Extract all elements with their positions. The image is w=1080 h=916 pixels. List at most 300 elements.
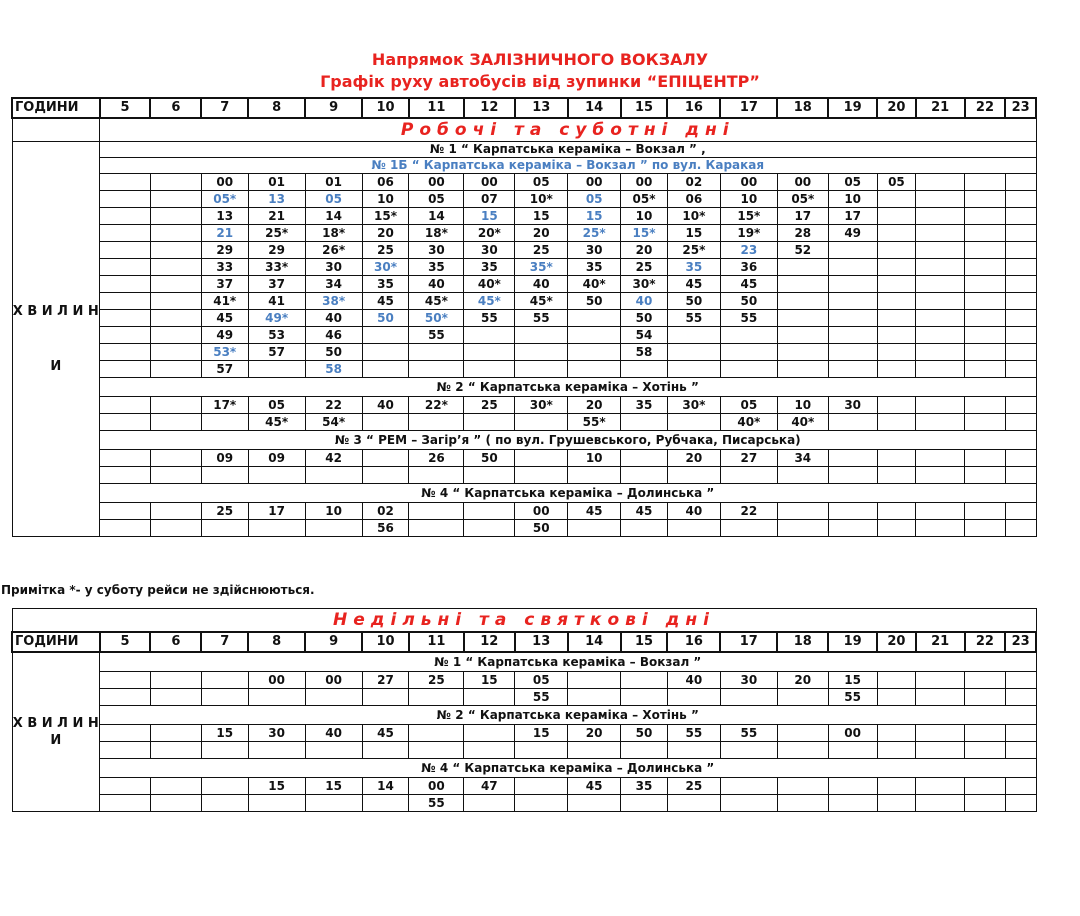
- minute-cell: [965, 259, 1006, 276]
- hours-header-row: [12, 632, 1036, 652]
- minute-cell: [916, 450, 965, 467]
- minute-cell: [965, 672, 1006, 689]
- minute-cell: 05: [248, 397, 305, 414]
- minute-cell: [877, 778, 916, 795]
- minute-cell: [828, 503, 877, 520]
- minute-cell: [916, 259, 965, 276]
- minute-cell: [150, 672, 201, 689]
- title-schedule: Графік руху автобусів від зупинки “ЕПІЦЕНТР”: [320, 72, 760, 91]
- weekday-schedule-table: [11, 97, 1037, 537]
- minute-cell: 05: [568, 191, 621, 208]
- hour-cell: 15: [621, 98, 668, 118]
- minute-cell: 30: [464, 242, 515, 259]
- minute-cell: [464, 503, 515, 520]
- minute-cell: 45*: [248, 414, 305, 431]
- minute-cell: [201, 467, 248, 484]
- route-name: № 2 “ Карпатська кераміка – Хотінь ”: [100, 706, 1036, 725]
- minute-cell: [916, 242, 965, 259]
- minute-cell: 15: [568, 208, 621, 225]
- minute-cell: [965, 208, 1006, 225]
- minute-cell: 10: [777, 397, 828, 414]
- minute-cell: [965, 276, 1006, 293]
- minute-cell: 35: [621, 778, 668, 795]
- minutes-side-label: Х В И Л И Н И: [12, 652, 100, 812]
- minute-cell: 29: [201, 242, 248, 259]
- minute-cell: 54*: [305, 414, 362, 431]
- minute-cell: [409, 361, 464, 378]
- minute-cell: [965, 361, 1006, 378]
- minute-cell: 40: [515, 276, 568, 293]
- minute-cell: 15*: [621, 225, 668, 242]
- minute-cell: 14: [362, 778, 409, 795]
- minute-cell: [777, 293, 828, 310]
- hour-cell: 15: [621, 632, 668, 652]
- minute-cell: [362, 795, 409, 812]
- minute-cell: 02: [667, 174, 720, 191]
- minute-cell: 25: [667, 778, 720, 795]
- minute-cell: 00: [409, 174, 464, 191]
- minute-cell: 41*: [201, 293, 248, 310]
- minute-cell: 20: [568, 397, 621, 414]
- minute-cell: [965, 414, 1006, 431]
- minute-cell: [150, 414, 201, 431]
- minute-cell: 30*: [515, 397, 568, 414]
- minute-cell: [150, 310, 201, 327]
- minute-cell: [1005, 225, 1036, 242]
- minute-cell: 30: [828, 397, 877, 414]
- minute-cell: [150, 725, 201, 742]
- minute-cell: [100, 293, 151, 310]
- minute-cell: [150, 327, 201, 344]
- minute-cell: 17: [777, 208, 828, 225]
- minute-cell: 01: [248, 174, 305, 191]
- minutes-row: [12, 242, 1036, 259]
- minutes-row: [12, 520, 1036, 537]
- minute-cell: [362, 450, 409, 467]
- minute-cell: [965, 450, 1006, 467]
- minute-cell: [201, 795, 248, 812]
- minutes-row: [12, 414, 1036, 431]
- minute-cell: 37: [248, 276, 305, 293]
- minute-cell: [100, 397, 151, 414]
- minute-cell: [916, 672, 965, 689]
- minute-cell: 40*: [464, 276, 515, 293]
- minute-cell: [667, 520, 720, 537]
- minute-cell: [100, 344, 151, 361]
- minute-cell: 15: [515, 725, 568, 742]
- minute-cell: 40: [305, 310, 362, 327]
- minute-cell: [100, 208, 151, 225]
- minute-cell: 15*: [362, 208, 409, 225]
- minute-cell: [100, 327, 151, 344]
- minute-cell: 05: [515, 672, 568, 689]
- minute-cell: [464, 795, 515, 812]
- minute-cell: [248, 689, 305, 706]
- minute-cell: [464, 689, 515, 706]
- minute-cell: 34: [305, 276, 362, 293]
- minute-cell: 42: [305, 450, 362, 467]
- minute-cell: [621, 450, 668, 467]
- minute-cell: [777, 467, 828, 484]
- minute-cell: 07: [464, 191, 515, 208]
- hour-cell: 9: [305, 632, 362, 652]
- minute-cell: 45*: [515, 293, 568, 310]
- minute-cell: [667, 361, 720, 378]
- minute-cell: [248, 742, 305, 759]
- minute-cell: [248, 795, 305, 812]
- minute-cell: 00: [248, 672, 305, 689]
- minute-cell: 13: [248, 191, 305, 208]
- minute-cell: 22: [720, 503, 777, 520]
- minute-cell: [1005, 778, 1036, 795]
- hour-cell: 16: [667, 98, 720, 118]
- minute-cell: [100, 191, 151, 208]
- minute-cell: [877, 327, 916, 344]
- minute-cell: 50: [720, 293, 777, 310]
- minute-cell: [515, 467, 568, 484]
- minute-cell: [777, 742, 828, 759]
- minute-cell: 00: [621, 174, 668, 191]
- minute-cell: [409, 742, 464, 759]
- minute-cell: [1005, 450, 1036, 467]
- minute-cell: [150, 795, 201, 812]
- minute-cell: [100, 520, 151, 537]
- minute-cell: [916, 327, 965, 344]
- route-name: № 3 “ РЕМ – Загір’я ” ( по вул. Грушевського, Рубчака, Писарська): [100, 431, 1036, 450]
- hour-cell: 6: [150, 632, 201, 652]
- hour-cell: 13: [515, 98, 568, 118]
- minute-cell: [248, 467, 305, 484]
- minute-cell: [1005, 242, 1036, 259]
- hour-cell: 23: [1005, 632, 1036, 652]
- minute-cell: [1005, 742, 1036, 759]
- minute-cell: [916, 503, 965, 520]
- minute-cell: [150, 259, 201, 276]
- minute-cell: [621, 361, 668, 378]
- minute-cell: [916, 310, 965, 327]
- minute-cell: [720, 742, 777, 759]
- minute-cell: [1005, 276, 1036, 293]
- minute-cell: 25: [464, 397, 515, 414]
- minute-cell: [667, 742, 720, 759]
- minute-cell: 25: [515, 242, 568, 259]
- minute-cell: [1005, 191, 1036, 208]
- minute-cell: 19*: [720, 225, 777, 242]
- minute-cell: 06: [362, 174, 409, 191]
- hour-cell: 16: [667, 632, 720, 652]
- minute-cell: 35*: [515, 259, 568, 276]
- minute-cell: [667, 344, 720, 361]
- minutes-row: [12, 672, 1036, 689]
- minute-cell: [621, 467, 668, 484]
- minute-cell: 00: [828, 725, 877, 742]
- minute-cell: 55: [515, 689, 568, 706]
- minute-cell: [777, 276, 828, 293]
- hour-cell: 11: [409, 632, 464, 652]
- minute-cell: [1005, 795, 1036, 812]
- minute-cell: 05: [409, 191, 464, 208]
- minute-cell: [777, 361, 828, 378]
- minute-cell: [621, 520, 668, 537]
- minute-cell: [568, 689, 621, 706]
- minute-cell: 50*: [409, 310, 464, 327]
- hour-cell: 13: [515, 632, 568, 652]
- minute-cell: [877, 191, 916, 208]
- minute-cell: [916, 467, 965, 484]
- minute-cell: 54: [621, 327, 668, 344]
- minute-cell: [568, 361, 621, 378]
- minute-cell: [965, 503, 1006, 520]
- minute-cell: 38*: [305, 293, 362, 310]
- minute-cell: 47: [464, 778, 515, 795]
- minute-cell: 40: [667, 672, 720, 689]
- minute-cell: 05*: [621, 191, 668, 208]
- minute-cell: [667, 467, 720, 484]
- minutes-row: [12, 450, 1036, 467]
- minute-cell: 25: [409, 672, 464, 689]
- minute-cell: [965, 397, 1006, 414]
- minute-cell: 45: [362, 293, 409, 310]
- minute-cell: [150, 689, 201, 706]
- minute-cell: [100, 672, 151, 689]
- minute-cell: [965, 225, 1006, 242]
- minute-cell: 25*: [667, 242, 720, 259]
- saturday-note: Примітка *- у суботу рейси не здійснюються.: [1, 583, 315, 597]
- minute-cell: [100, 689, 151, 706]
- minute-cell: 00: [201, 174, 248, 191]
- minute-cell: 35: [362, 276, 409, 293]
- hour-cell: 23: [1005, 98, 1036, 118]
- minute-cell: [568, 310, 621, 327]
- minute-cell: [150, 467, 201, 484]
- minute-cell: [965, 310, 1006, 327]
- minute-cell: [720, 344, 777, 361]
- minute-cell: 55: [828, 689, 877, 706]
- minute-cell: [720, 361, 777, 378]
- minute-cell: [1005, 208, 1036, 225]
- minute-cell: 28: [777, 225, 828, 242]
- minute-cell: 17: [828, 208, 877, 225]
- minute-cell: [464, 520, 515, 537]
- minute-cell: [828, 344, 877, 361]
- minute-cell: 45: [621, 503, 668, 520]
- minute-cell: [568, 520, 621, 537]
- minute-cell: 30: [568, 242, 621, 259]
- minute-cell: [305, 520, 362, 537]
- minute-cell: 45: [568, 503, 621, 520]
- minute-cell: [515, 778, 568, 795]
- minute-cell: [305, 689, 362, 706]
- minute-cell: 00: [409, 778, 464, 795]
- minute-cell: [150, 450, 201, 467]
- minute-cell: [828, 327, 877, 344]
- minute-cell: [515, 450, 568, 467]
- minute-cell: [916, 361, 965, 378]
- minute-cell: [777, 778, 828, 795]
- hour-cell: 20: [877, 98, 916, 118]
- minute-cell: [201, 520, 248, 537]
- minute-cell: 55: [409, 795, 464, 812]
- minute-cell: [965, 520, 1006, 537]
- minute-cell: [409, 689, 464, 706]
- hours-header-row: [12, 98, 1036, 118]
- minute-cell: 50: [568, 293, 621, 310]
- hour-cell: 20: [877, 632, 916, 652]
- minute-cell: 45*: [464, 293, 515, 310]
- minute-cell: 55: [667, 310, 720, 327]
- minute-cell: [916, 225, 965, 242]
- minute-cell: [100, 276, 151, 293]
- minute-cell: 27: [362, 672, 409, 689]
- minute-cell: [1005, 344, 1036, 361]
- minute-cell: 15: [305, 778, 362, 795]
- minute-cell: [965, 191, 1006, 208]
- minute-cell: 20: [568, 725, 621, 742]
- minute-cell: 40*: [777, 414, 828, 431]
- minute-cell: 20: [515, 225, 568, 242]
- minute-cell: [877, 414, 916, 431]
- minute-cell: [1005, 414, 1036, 431]
- minute-cell: [568, 672, 621, 689]
- minutes-row: [12, 361, 1036, 378]
- minute-cell: [100, 467, 151, 484]
- minute-cell: [248, 520, 305, 537]
- minute-cell: 55: [409, 327, 464, 344]
- minute-cell: 20: [667, 450, 720, 467]
- hour-cell: 12: [464, 632, 515, 652]
- minute-cell: 35: [621, 397, 668, 414]
- minute-cell: 10: [828, 191, 877, 208]
- minute-cell: [777, 503, 828, 520]
- minute-cell: 35: [667, 259, 720, 276]
- minute-cell: 50: [464, 450, 515, 467]
- minutes-row: [12, 293, 1036, 310]
- minute-cell: [100, 450, 151, 467]
- minutes-row: [12, 344, 1036, 361]
- minute-cell: [877, 672, 916, 689]
- minute-cell: 20: [621, 242, 668, 259]
- hour-cell: 14: [568, 98, 621, 118]
- minute-cell: 30: [409, 242, 464, 259]
- minute-cell: [150, 397, 201, 414]
- minute-cell: 21: [248, 208, 305, 225]
- minute-cell: [1005, 520, 1036, 537]
- minute-cell: [362, 344, 409, 361]
- route-name: № 4 “ Карпатська кераміка – Долинська ”: [100, 759, 1036, 778]
- minute-cell: [720, 689, 777, 706]
- days-title: Недільні та святкові дні: [12, 609, 1036, 633]
- minute-cell: 00: [777, 174, 828, 191]
- minute-cell: [150, 191, 201, 208]
- minute-cell: [667, 414, 720, 431]
- minute-cell: [621, 689, 668, 706]
- minute-cell: 26: [409, 450, 464, 467]
- minute-cell: [877, 725, 916, 742]
- minute-cell: 02: [362, 503, 409, 520]
- minute-cell: [568, 795, 621, 812]
- minute-cell: 15: [248, 778, 305, 795]
- minute-cell: 50: [305, 344, 362, 361]
- hour-cell: 7: [201, 632, 248, 652]
- minute-cell: [916, 795, 965, 812]
- minute-cell: 49: [201, 327, 248, 344]
- minute-cell: [362, 414, 409, 431]
- minute-cell: 57: [201, 361, 248, 378]
- minute-cell: [464, 725, 515, 742]
- minute-cell: [464, 327, 515, 344]
- minute-cell: [777, 327, 828, 344]
- minute-cell: 25: [362, 242, 409, 259]
- minute-cell: [409, 467, 464, 484]
- minute-cell: 36: [720, 259, 777, 276]
- hour-cell: 11: [409, 98, 464, 118]
- minute-cell: [828, 259, 877, 276]
- holiday-schedule-table: [11, 608, 1037, 812]
- minute-cell: [201, 742, 248, 759]
- minute-cell: [1005, 467, 1036, 484]
- minute-cell: 05*: [777, 191, 828, 208]
- minute-cell: [777, 344, 828, 361]
- minute-cell: [828, 742, 877, 759]
- minutes-row: [12, 397, 1036, 414]
- minute-cell: [828, 414, 877, 431]
- minute-cell: 58: [305, 361, 362, 378]
- minute-cell: [150, 208, 201, 225]
- minute-cell: [201, 778, 248, 795]
- minute-cell: [464, 742, 515, 759]
- minute-cell: 00: [515, 503, 568, 520]
- hour-cell: 6: [150, 98, 201, 118]
- minute-cell: [877, 225, 916, 242]
- minute-cell: [720, 778, 777, 795]
- minute-cell: [1005, 503, 1036, 520]
- minutes-row: [12, 191, 1036, 208]
- minute-cell: 45: [667, 276, 720, 293]
- minute-cell: 05: [720, 397, 777, 414]
- minute-cell: [100, 310, 151, 327]
- minute-cell: [916, 276, 965, 293]
- minute-cell: [916, 208, 965, 225]
- minute-cell: [515, 795, 568, 812]
- minute-cell: [515, 361, 568, 378]
- minute-cell: [568, 467, 621, 484]
- minutes-row: [12, 795, 1036, 812]
- minute-cell: [916, 520, 965, 537]
- minute-cell: [1005, 259, 1036, 276]
- minute-cell: 06: [667, 191, 720, 208]
- route-name: № 1 “ Карпатська кераміка – Вокзал ” ,: [100, 142, 1036, 158]
- route-name: № 1 “ Карпатська кераміка – Вокзал ”: [100, 652, 1036, 672]
- minute-cell: 40*: [720, 414, 777, 431]
- minute-cell: [1005, 361, 1036, 378]
- hour-cell: 19: [828, 98, 877, 118]
- minute-cell: 21: [201, 225, 248, 242]
- minute-cell: [916, 397, 965, 414]
- minute-cell: [877, 276, 916, 293]
- minute-cell: [409, 503, 464, 520]
- minute-cell: [777, 725, 828, 742]
- minute-cell: 10: [362, 191, 409, 208]
- minute-cell: [515, 742, 568, 759]
- minutes-row: [12, 503, 1036, 520]
- minute-cell: [568, 742, 621, 759]
- minute-cell: 13: [201, 208, 248, 225]
- minute-cell: [877, 467, 916, 484]
- minute-cell: [828, 361, 877, 378]
- minute-cell: [362, 742, 409, 759]
- minute-cell: 50: [362, 310, 409, 327]
- minute-cell: 14: [305, 208, 362, 225]
